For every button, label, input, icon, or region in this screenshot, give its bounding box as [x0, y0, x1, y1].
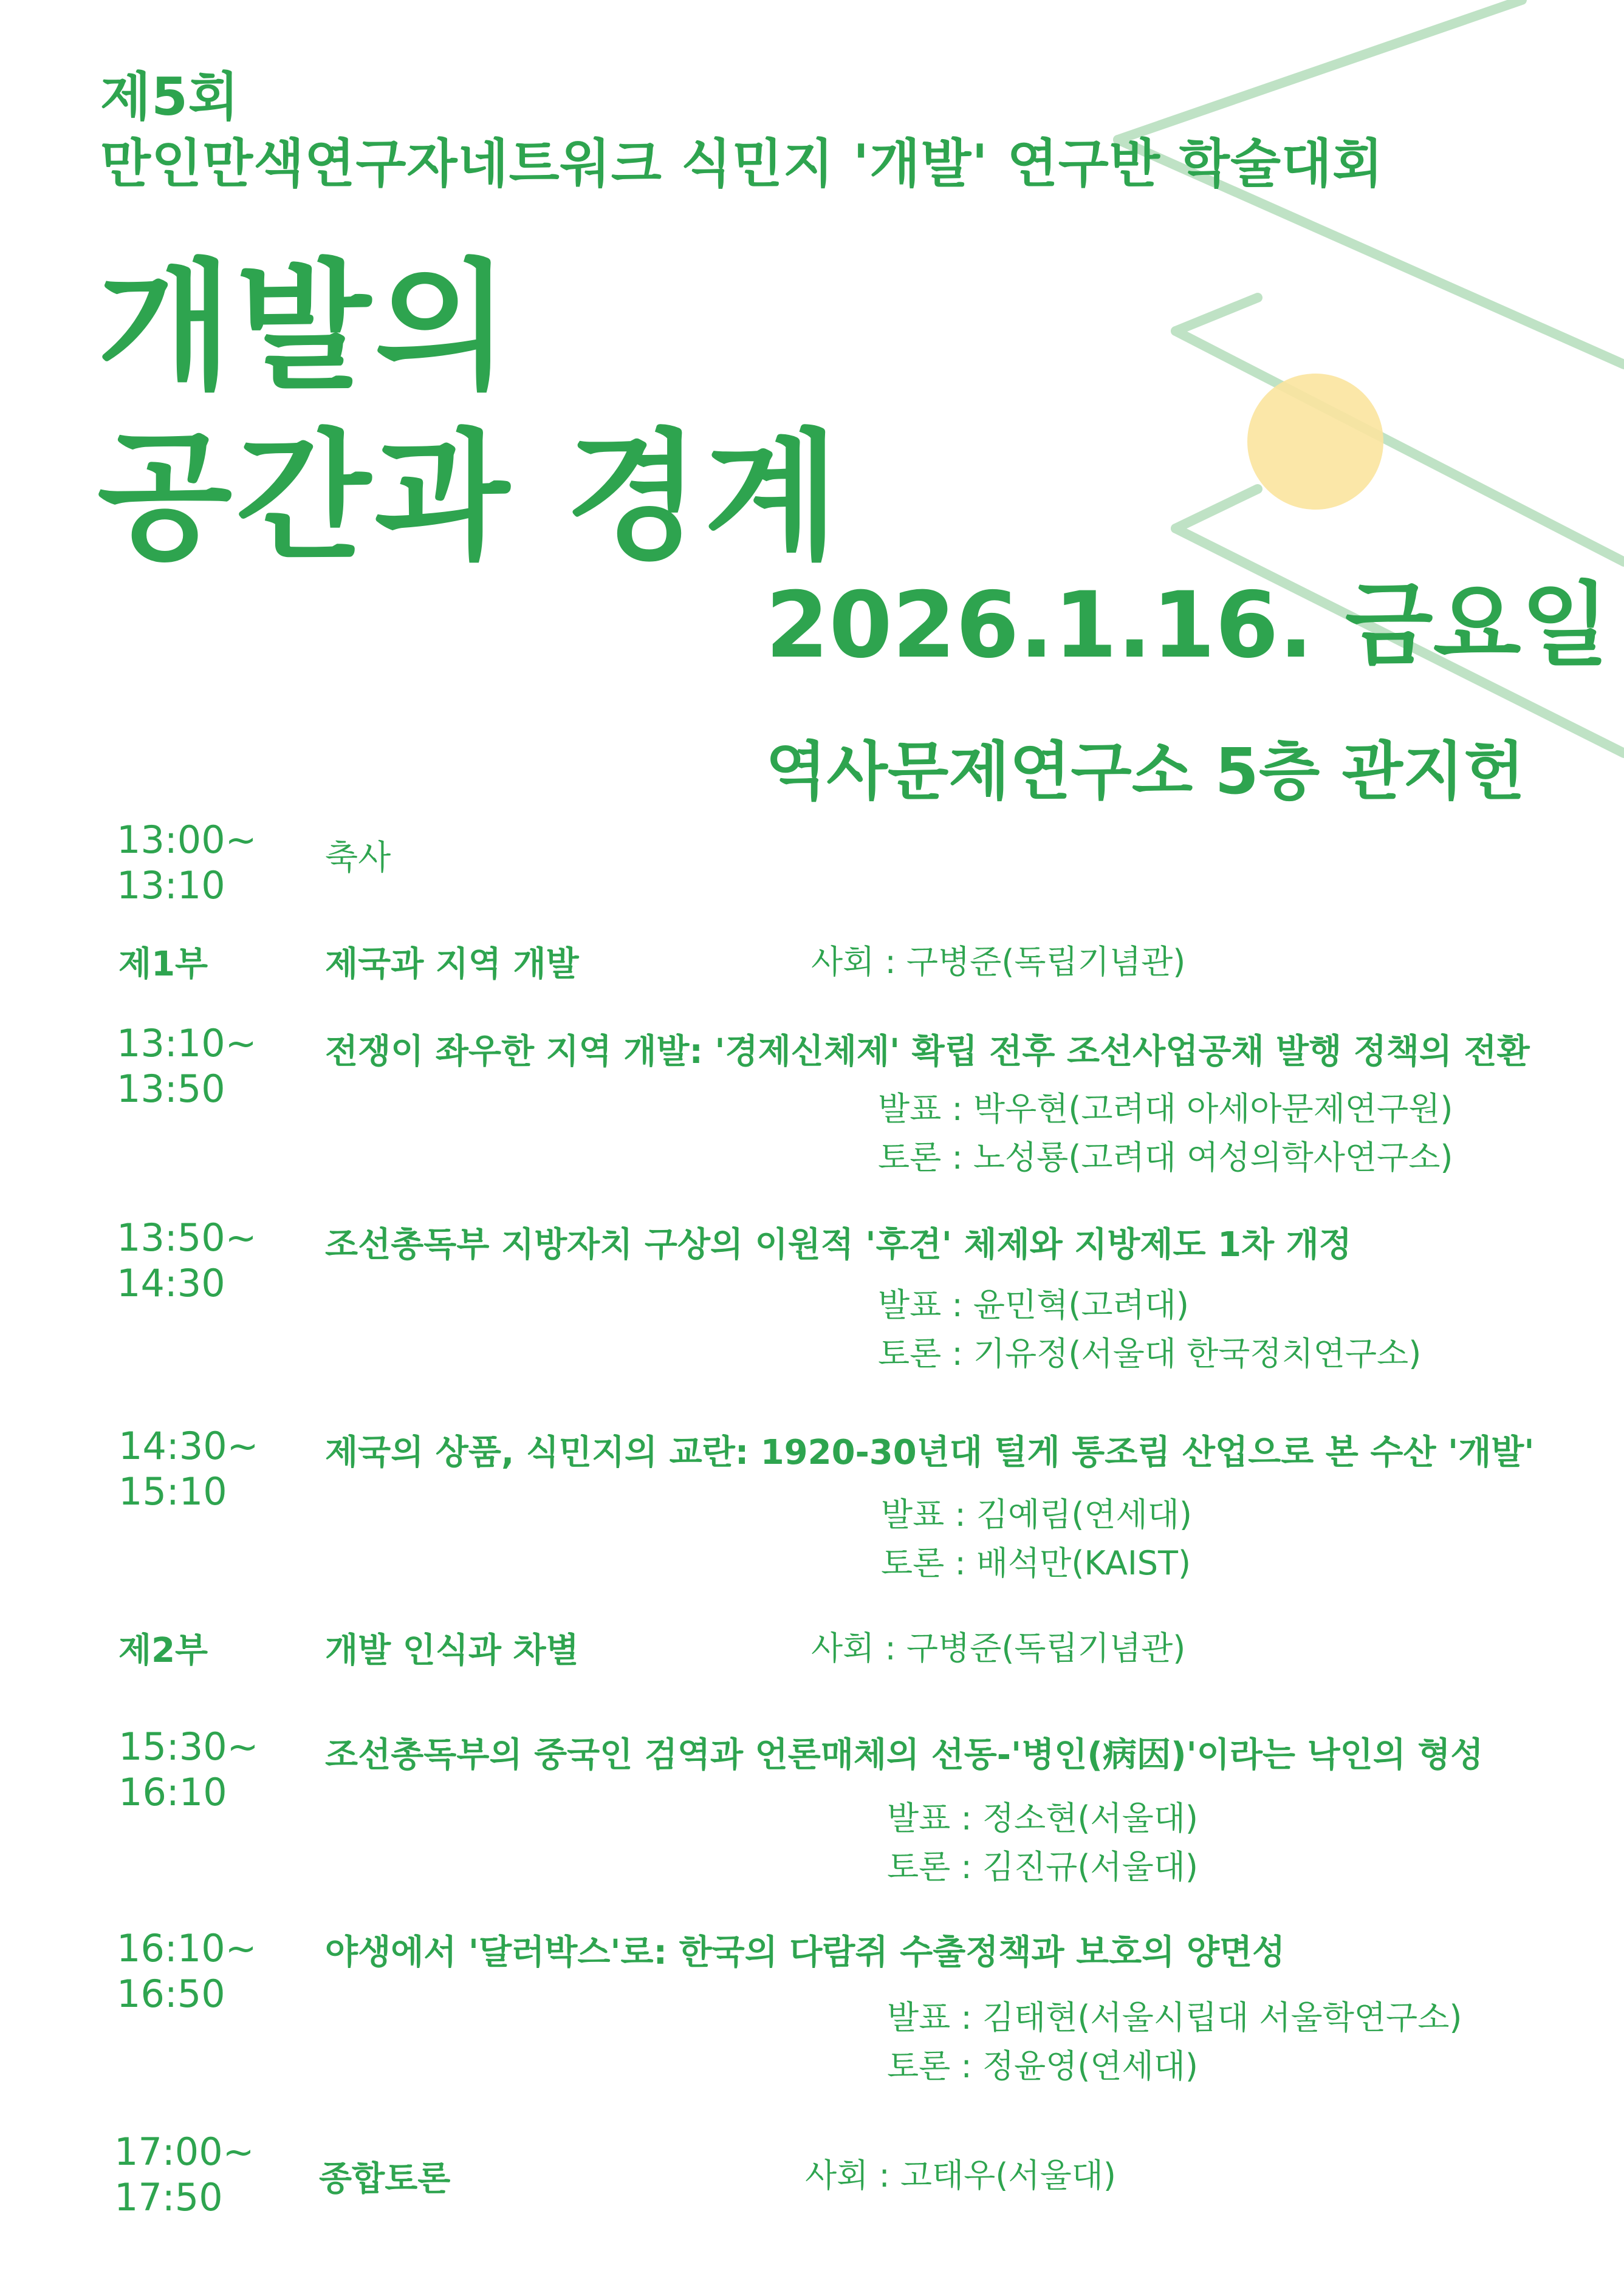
session-title: 야생에서 '달러박스'로: 한국의 다람쥐 수출정책과 보호의 양면성 — [325, 1933, 1286, 1972]
part-label: 제2부 — [118, 1631, 208, 1670]
part-title: 제국과 지역 개발 — [325, 945, 579, 984]
session-title: 조선총독부의 중국인 검역과 언론매체의 선동-'병인(病因)'이라는 낙인의 형성 — [325, 1735, 1484, 1775]
main-title-line1: 개발의 — [97, 247, 513, 409]
main-title-line2: 공간과 경계 — [97, 417, 843, 579]
discussant: 토론 : 정윤영(연세대) — [887, 2047, 1198, 2085]
presenter: 발표 : 박우현(고려대 아세아문제연구원) — [878, 1090, 1453, 1128]
time-end: 15:10 — [118, 1469, 227, 1514]
discussant: 토론 : 노성룡(고려대 여성의학사연구소) — [878, 1138, 1453, 1177]
presenter: 발표 : 윤민혁(고려대) — [878, 1286, 1189, 1324]
time-end: 13:10 — [117, 863, 225, 907]
time-start: 13:10~ — [117, 1021, 257, 1065]
session-title: 종합토론 — [319, 2159, 451, 2199]
deco-line — [1176, 489, 1258, 528]
presenter: 발표 : 김태현(서울시립대 서울학연구소) — [887, 1998, 1462, 2037]
session-title: 전쟁이 좌우한 지역 개발: '경제신체제' 확립 전후 조선사업공채 발행 정책의 전환 — [325, 1032, 1530, 1071]
deco-sun-circle — [1247, 374, 1383, 510]
part-label: 제1부 — [118, 945, 208, 984]
moderator: 사회 : 구병준(독립기념관) — [811, 1629, 1186, 1667]
time-start: 17:00~ — [114, 2130, 255, 2174]
discussant: 토론 : 배석만(KAIST) — [881, 1544, 1191, 1582]
time-end: 17:50 — [114, 2175, 223, 2219]
deco-line — [1176, 331, 1624, 562]
time-end: 16:10 — [118, 1770, 227, 1814]
part-title: 개발 인식과 차별 — [325, 1631, 579, 1670]
presenter: 발표 : 김예림(연세대) — [881, 1495, 1192, 1534]
deco-line — [1118, 0, 1522, 140]
time-start: 14:30~ — [118, 1424, 259, 1468]
conference-subtitle: 만인만색연구자네트워크 식민지 '개발' 연구반 학술대회 — [100, 134, 1384, 194]
time-start: 16:10~ — [117, 1926, 257, 1970]
time-start: 13:00~ — [117, 818, 257, 862]
discussant: 토론 : 기유정(서울대 한국정치연구소) — [878, 1334, 1422, 1373]
time-end: 13:50 — [117, 1067, 225, 1111]
session-title: 제국의 상품, 식민지의 교란: 1920-30년대 털게 통조림 산업으로 본 수산 '개발' — [325, 1433, 1535, 1472]
time-start: 15:30~ — [118, 1724, 259, 1769]
time-end: 14:30 — [117, 1261, 225, 1305]
moderator: 사회 : 고태우(서울대) — [805, 2156, 1116, 2195]
moderator: 사회 : 구병준(독립기념관) — [811, 943, 1186, 981]
event-date: 2026.1.16. 금요일 — [766, 573, 1609, 678]
session-title: 축사 — [325, 838, 391, 878]
edition-label: 제5회 — [100, 67, 239, 128]
session-title: 조선총독부 지방자치 구상의 이원적 '후견' 체제와 지방제도 1차 개정 — [325, 1225, 1352, 1265]
event-venue: 역사문제연구소 5층 관지헌 — [766, 734, 1525, 808]
deco-line — [1176, 298, 1258, 331]
presenter: 발표 : 정소현(서울대) — [887, 1799, 1198, 1837]
time-end: 16:50 — [117, 1972, 225, 2016]
discussant: 토론 : 김진규(서울대) — [887, 1848, 1198, 1886]
time-start: 13:50~ — [117, 1215, 257, 1260]
